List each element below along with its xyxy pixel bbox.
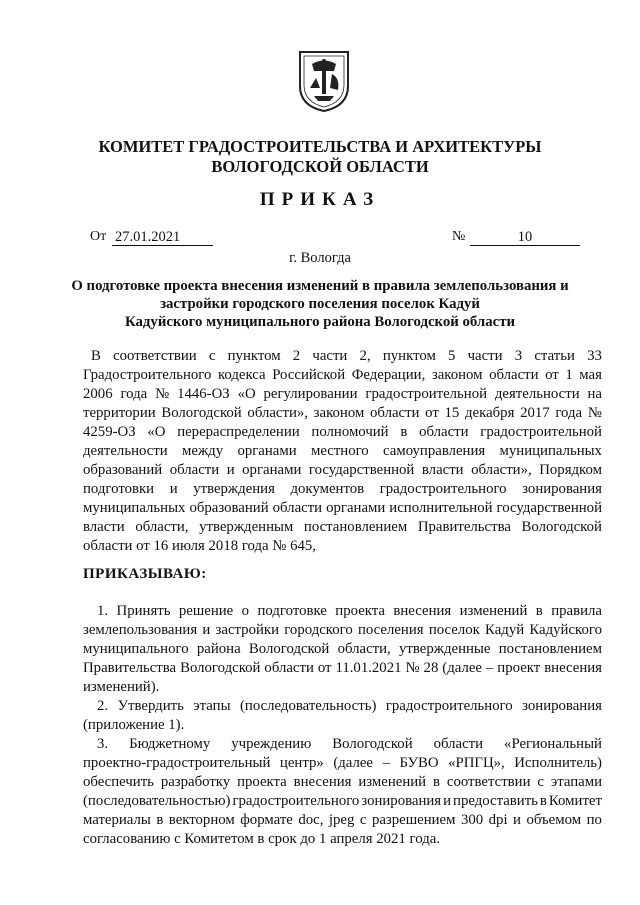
item-line: (приложение 1). bbox=[83, 717, 185, 733]
item-line: 2. Утвердить этапы (последовательность) градостроительного зонирования bbox=[97, 698, 602, 714]
item-line: проектно-градостроительный центр» (далее – БУВО «РПГЦ», Исполнитель) bbox=[83, 755, 602, 771]
preamble-line: В соответствии с пунктом 2 части 2, пунктом 5 части 3 статьи 33 bbox=[91, 348, 602, 364]
preamble-line: области от 16 июля 2018 года № 645, bbox=[83, 538, 316, 554]
preamble-line: деятельности между органами местного самоуправления муниципальных bbox=[83, 443, 602, 459]
item-line: обеспечить разработку проекта внесения изменений в соответствии с этапами bbox=[83, 774, 602, 790]
preamble-line: Градостроительного кодекса Российской Федерации, законом области от 1 мая bbox=[83, 367, 602, 383]
preamble-line: подготовки и утверждения документов градостроительного зонирования bbox=[83, 481, 602, 497]
document-number: 10 bbox=[470, 229, 580, 246]
preamble-line: 4259-ОЗ «О перераспределении полномочий в области градостроительной bbox=[83, 424, 602, 440]
subject-line: О подготовке проекта внесения изменений в правила землепользования и bbox=[71, 278, 569, 294]
item-line: (последовательностью) градостроительного зонирования и предоставить в Комитет bbox=[83, 793, 602, 809]
subject-line: Кадуйского муниципального района Вологодской области bbox=[125, 314, 515, 330]
preamble-line: муниципальных образований области органами исполнительной государственной bbox=[83, 500, 602, 516]
number-label: № bbox=[452, 229, 466, 244]
document-date: 27.01.2021 bbox=[112, 229, 213, 246]
item-line: Правительства Вологодской области от 11.01.2021 № 28 (далее – проект внесения bbox=[83, 660, 602, 676]
date-label: От bbox=[90, 229, 107, 244]
preamble-line: власти области, утвержденным постановлением Правительства Вологодской bbox=[83, 519, 602, 535]
city: г. Вологда bbox=[289, 250, 351, 266]
item-line: изменений). bbox=[83, 679, 160, 695]
item-line: 1. Принять решение о подготовке проекта внесения изменений в правила bbox=[97, 603, 602, 619]
item-line: землепользования и застройки городского поселения поселок Кадуй Кадуйского bbox=[83, 622, 602, 638]
item-line: 3. Бюджетному учреждению Вологодской области «Региональный bbox=[97, 736, 602, 752]
preamble-line: территории Вологодской области», законом области от 15 декабря 2017 года № bbox=[83, 405, 602, 421]
item-line: муниципального района Вологодской области, утвержденные постановлением bbox=[83, 641, 602, 657]
order-word: ПРИКАЗЫВАЮ: bbox=[83, 566, 207, 582]
org-name-line-2: ВОЛОГОДСКОЙ ОБЛАСТИ bbox=[211, 157, 429, 176]
document-type-title: ПРИКАЗ bbox=[259, 189, 381, 210]
coat-of-arms-icon bbox=[296, 48, 352, 114]
preamble-line: 2006 года № 1446-ОЗ «О регулировании градостроительной деятельности на bbox=[83, 386, 602, 402]
subject-line: застройки городского поселения поселок Кадуй bbox=[160, 296, 480, 312]
org-name-line-1: КОМИТЕТ ГРАДОСТРОИТЕЛЬСТВА И АРХИТЕКТУРЫ bbox=[98, 137, 542, 156]
item-line: согласованию с Комитетом в срок до 1 апреля 2021 года. bbox=[83, 831, 441, 847]
preamble-line: образований области и органами государственной власти области», Порядком bbox=[83, 462, 602, 478]
item-line: материалы в векторном формате doc, jpeg с разрешением 300 dpi и объемом по bbox=[83, 812, 602, 828]
